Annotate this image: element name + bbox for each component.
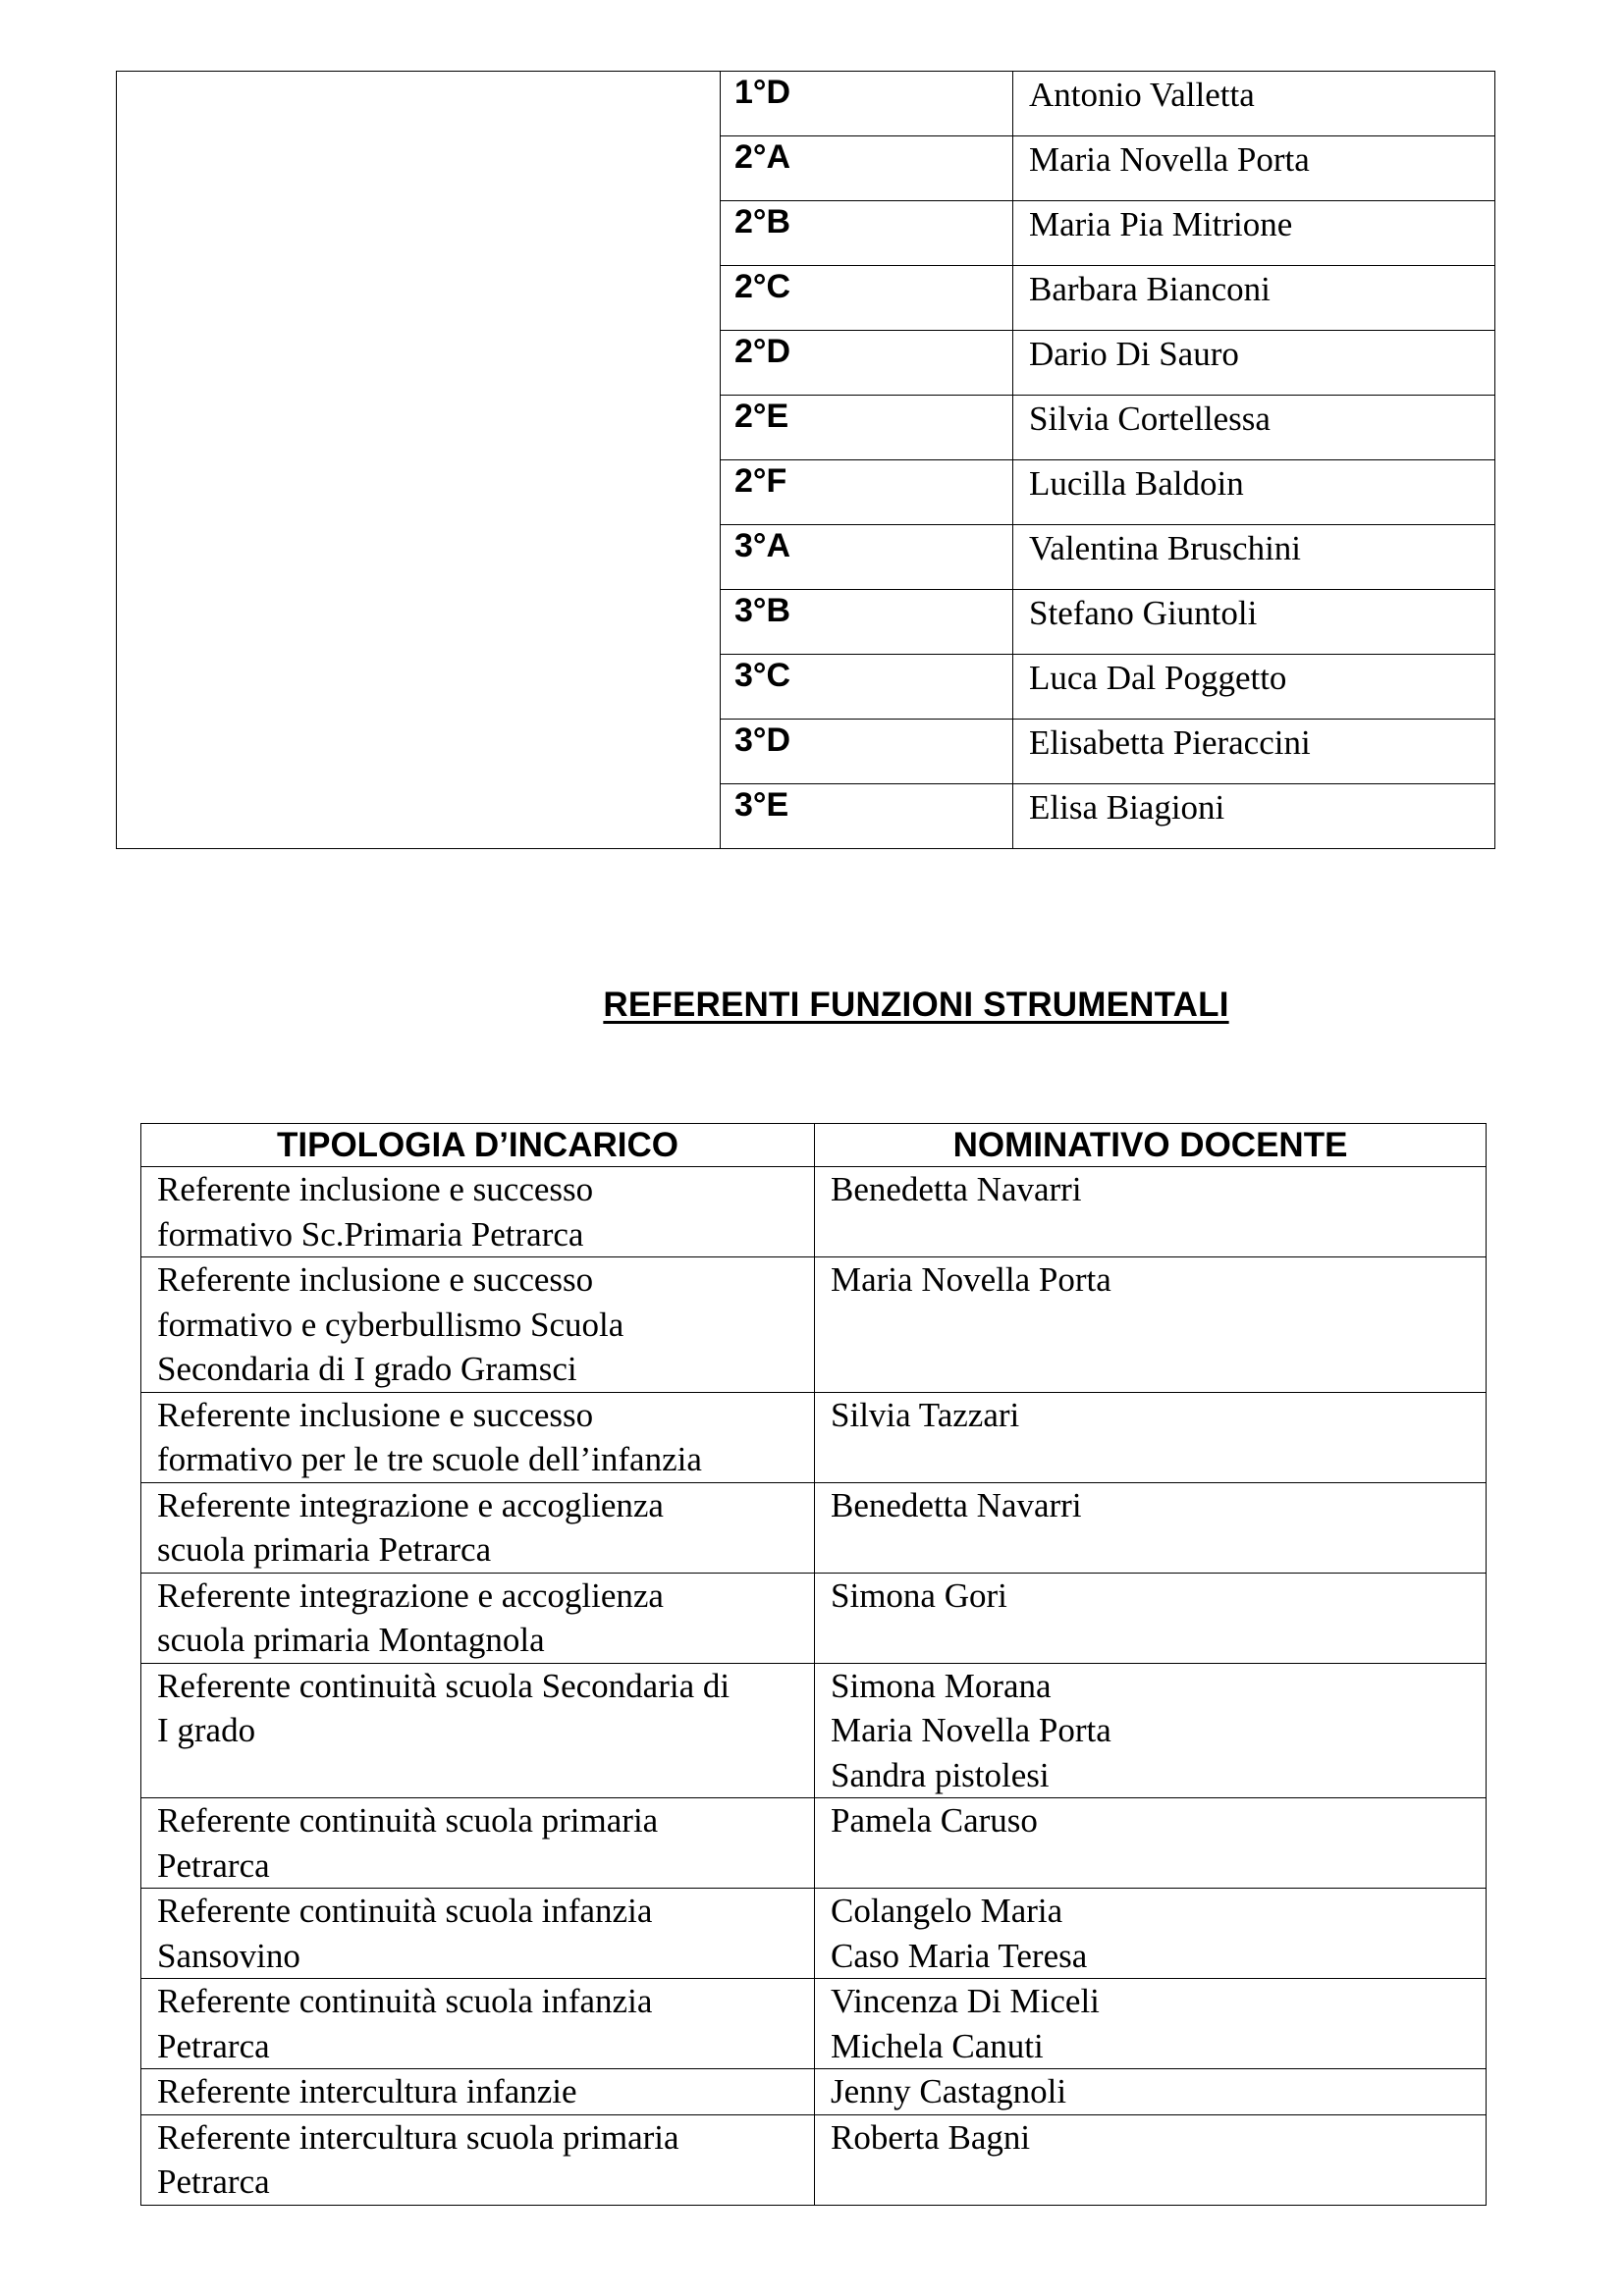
docente-cell (815, 1167, 1487, 1257)
teacher-cell: Elisa Biagioni (1013, 784, 1495, 849)
class-cell: 2°D (721, 331, 1013, 396)
incarico-line: formativo per le tre scuole dell’infanzia (157, 1440, 702, 1478)
class-cell: 3°C (721, 655, 1013, 720)
incarico-line: I grado (157, 1711, 256, 1749)
teacher-cell: Valentina Bruschini (1013, 525, 1495, 590)
docente-name: Vincenza Di Miceli (831, 1982, 1100, 2020)
docente-cell (815, 1257, 1487, 1393)
class-cell: 2°E (721, 396, 1013, 460)
incarico-line: Petrarca (157, 1845, 270, 1885)
incarico-line: Referente integrazione e accoglienza (157, 1485, 664, 1524)
teacher-cell: Maria Novella Porta (1013, 136, 1495, 201)
incarico-cell (141, 1573, 815, 1663)
teacher-cell: Silvia Cortellessa (1013, 396, 1495, 460)
class-cell: 3°E (721, 784, 1013, 849)
teacher-cell: Maria Pia Mitrione (1013, 201, 1495, 266)
incarico-line: Referente inclusione e successo (157, 1170, 594, 1208)
referenti-row (141, 1573, 1487, 1663)
referenti-table-header (141, 1124, 1487, 1167)
incarico-cell (141, 2069, 815, 2115)
docente-cell (815, 1482, 1487, 1573)
class-cell: 1°D (721, 72, 1013, 136)
incarico-cell (141, 2114, 815, 2205)
class-cell: 2°A (721, 136, 1013, 201)
referenti-table-body (141, 1167, 1487, 2206)
class-cell: 2°B (721, 201, 1013, 266)
class-coordinators-body (117, 72, 1495, 849)
referenti-row (141, 1167, 1487, 1257)
referenti-header-row (141, 1124, 1487, 1167)
incarico-line: Petrarca (157, 2026, 270, 2065)
incarico-cell (141, 1482, 815, 1573)
header-tipologia: TIPOLOGIA D’INCARICO (141, 1124, 815, 1167)
docente-cell (815, 1663, 1487, 1798)
incarico-line: Referente continuità scuola primaria (157, 1801, 659, 1840)
class-row (117, 72, 1495, 136)
referenti-row (141, 1889, 1487, 1979)
docente-cell (815, 1889, 1487, 1979)
docente-cell (815, 2114, 1487, 2205)
incarico-cell (141, 1663, 815, 1798)
incarico-line: Referente intercultura scuola primaria (157, 2117, 679, 2157)
docente-name: Pamela Caruso (831, 1801, 1038, 1840)
docente-name: Caso Maria Teresa (831, 1936, 1088, 1975)
docente-cell (815, 1979, 1487, 2069)
docente-name: Benedetta Navarri (831, 1170, 1082, 1208)
referenti-row (141, 2069, 1487, 2115)
class-cell: 3°B (721, 590, 1013, 655)
incarico-line: Petrarca (157, 2163, 270, 2201)
teacher-cell: Luca Dal Poggetto (1013, 655, 1495, 720)
docente-name: Silvia Tazzari (831, 1395, 1020, 1434)
docente-cell (815, 2069, 1487, 2115)
class-coordinators-table (116, 71, 1495, 849)
docente-name: Maria Novella Porta (831, 1260, 1111, 1299)
incarico-cell (141, 1889, 815, 1979)
incarico-line: Referente intercultura infanzie (157, 2072, 577, 2110)
referenti-row (141, 1663, 1487, 1798)
docente-cell (815, 1798, 1487, 1889)
incarico-line: Referente inclusione e successo (157, 1260, 594, 1299)
incarico-cell (141, 1167, 815, 1257)
incarico-cell (141, 1798, 815, 1889)
docente-name: Benedetta Navarri (831, 1485, 1082, 1524)
teacher-cell: Antonio Valletta (1013, 72, 1495, 136)
blank-cell (117, 72, 721, 849)
incarico-line: Referente continuità scuola Secondaria di (157, 1666, 731, 1705)
referenti-row (141, 1979, 1487, 2069)
referenti-table (140, 1123, 1487, 2206)
header-nominativo: NOMINATIVO DOCENTE (815, 1124, 1487, 1167)
class-cell: 2°C (721, 266, 1013, 331)
docente-name: Simona Gori (831, 1575, 1007, 1615)
teacher-cell: Elisabetta Pieraccini (1013, 720, 1495, 784)
docente-cell (815, 1573, 1487, 1663)
teacher-cell: Barbara Bianconi (1013, 266, 1495, 331)
class-cell: 2°F (721, 460, 1013, 525)
incarico-line: scuola primaria Montagnola (157, 1621, 545, 1659)
docente-name: Simona Morana (831, 1666, 1052, 1705)
incarico-line: Secondaria di I grado Gramsci (157, 1350, 577, 1388)
referenti-row (141, 1257, 1487, 1393)
docente-name: Roberta Bagni (831, 2117, 1031, 2157)
incarico-line: Referente inclusione e successo (157, 1395, 594, 1434)
incarico-cell (141, 1257, 815, 1393)
incarico-line: scuola primaria Petrarca (157, 1530, 492, 1569)
referenti-row (141, 1798, 1487, 1889)
referenti-row (141, 2114, 1487, 2205)
referenti-row (141, 1392, 1487, 1482)
docente-name: Sandra pistolesi (831, 1755, 1050, 1794)
section-title (0, 986, 1624, 1025)
incarico-line: formativo e cyberbullismo Scuola (157, 1305, 624, 1344)
class-cell: 3°A (721, 525, 1013, 590)
incarico-cell (141, 1392, 815, 1482)
incarico-cell (141, 1979, 815, 2069)
docente-name: Michela Canuti (831, 2026, 1044, 2065)
incarico-line: Sansovino (157, 1936, 300, 1975)
docente-cell (815, 1392, 1487, 1482)
incarico-line: Referente continuità scuola infanzia (157, 1982, 653, 2020)
referenti-row (141, 1482, 1487, 1573)
class-cell: 3°D (721, 720, 1013, 784)
teacher-cell: Stefano Giuntoli (1013, 590, 1495, 655)
docente-name: Colangelo Maria (831, 1892, 1063, 1930)
docente-name: Jenny Castagnoli (831, 2072, 1067, 2110)
incarico-line: Referente continuità scuola infanzia (157, 1892, 653, 1930)
docente-name: Maria Novella Porta (831, 1711, 1111, 1749)
teacher-cell: Dario Di Sauro (1013, 331, 1495, 396)
incarico-line: formativo Sc.Primaria Petrarca (157, 1214, 584, 1254)
teacher-cell: Lucilla Baldoin (1013, 460, 1495, 525)
incarico-line: Referente integrazione e accoglienza (157, 1575, 664, 1615)
section-title-text: REFERENTI FUNZIONI STRUMENTALI (603, 986, 1229, 1024)
